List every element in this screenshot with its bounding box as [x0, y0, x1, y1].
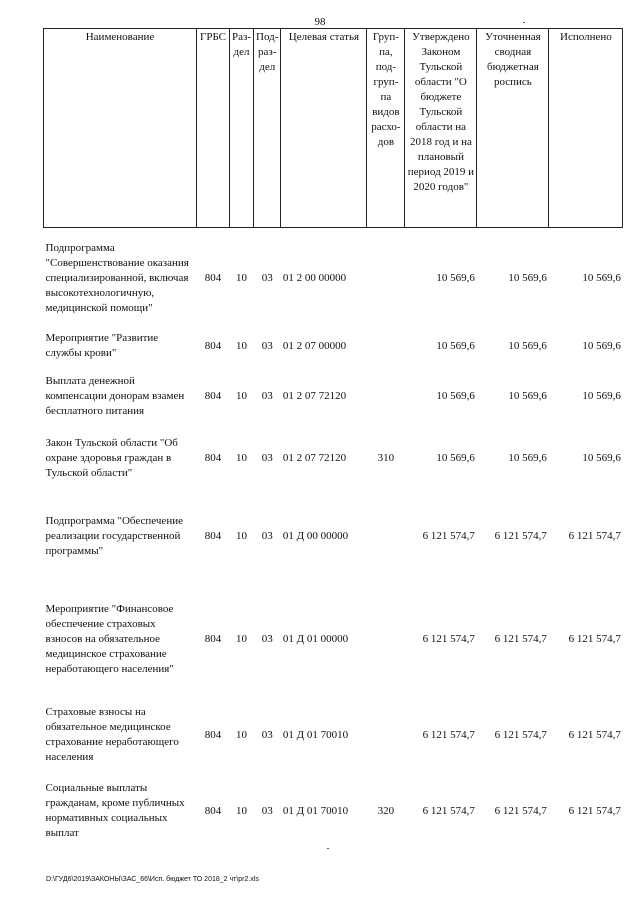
row-executed: 10 569,6: [582, 339, 621, 352]
header-refined: Уточненная сводная бюджетная роспись: [477, 29, 549, 228]
row-grbs: 804: [204, 271, 222, 284]
row-refined: 6 121 574,7: [494, 529, 547, 542]
row-name: Социальные выплаты гражданам, кроме публичных нормативных социальных выплат: [45, 782, 185, 839]
row-podrazdel: 03: [261, 529, 273, 542]
row-name: Подпрограмма "Совершенствование оказания специализированной, включая высокотехнологичную, медицинской помощи": [45, 241, 189, 314]
row-razdel: 10: [236, 632, 247, 645]
budget-table: [43, 28, 623, 846]
row-csr: 01 Д 01 70010: [282, 728, 349, 741]
row-refined: 10 569,6: [508, 451, 547, 464]
row-grbs: 804: [204, 728, 222, 741]
row-csr: 01 2 07 72120: [282, 451, 347, 464]
table-row: [44, 488, 623, 584]
row-vr: [367, 584, 405, 694]
row-razdel: 10: [236, 389, 247, 402]
page-number: 98: [314, 16, 326, 28]
row-razdel: 10: [236, 804, 247, 817]
row-name: Мероприятие "Финансовое обеспечение страховых взносов на обязательное медицинское страхование неработающего населения": [45, 602, 174, 675]
row-name: Закон Тульской области "Об охране здоровья граждан в Тульской области": [45, 436, 178, 479]
row-vr: 310: [377, 451, 395, 464]
row-approved: 6 121 574,7: [422, 529, 475, 542]
row-csr: 01 2 07 72120: [282, 389, 347, 402]
row-csr: 01 Д 01 00000: [282, 632, 349, 645]
row-podrazdel: 03: [261, 728, 273, 741]
row-approved: 6 121 574,7: [422, 632, 475, 645]
row-razdel: 10: [236, 728, 247, 741]
row-razdel: 10: [236, 529, 247, 542]
row-csr: 01 2 00 00000: [282, 271, 347, 284]
row-refined: 6 121 574,7: [494, 728, 547, 741]
row-razdel: 10: [236, 271, 247, 284]
row-approved: 6 121 574,7: [422, 728, 475, 741]
row-refined: 6 121 574,7: [494, 804, 547, 817]
row-vr: [367, 228, 405, 329]
row-approved: 10 569,6: [436, 451, 475, 464]
row-csr: 01 2 07 00000: [282, 339, 347, 352]
row-approved: 10 569,6: [436, 339, 475, 352]
row-csr: 01 Д 01 70010: [282, 804, 349, 817]
row-grbs: 804: [204, 389, 222, 402]
row-refined: 6 121 574,7: [494, 632, 547, 645]
row-podrazdel: 03: [261, 632, 273, 645]
row-podrazdel: 03: [261, 339, 273, 352]
row-name: Подпрограмма "Обеспечение реализации государственной программы": [45, 514, 183, 557]
row-grbs: 804: [204, 632, 222, 645]
row-razdel: 10: [236, 451, 247, 464]
table-row: [44, 364, 623, 428]
row-podrazdel: 03: [261, 804, 273, 817]
row-grbs: 804: [204, 451, 222, 464]
header-name: Наименование: [44, 29, 197, 228]
table-row: [44, 328, 623, 364]
row-approved: 10 569,6: [436, 389, 475, 402]
row-grbs: 804: [204, 804, 222, 817]
row-vr: [367, 488, 405, 584]
row-podrazdel: 03: [261, 389, 273, 402]
table-row: [44, 228, 623, 329]
row-name: Страховые взносы на обязательное медицинское страхование неработающего населения: [45, 706, 179, 763]
row-podrazdel: 03: [261, 451, 273, 464]
scan-speck: [327, 848, 329, 849]
row-approved: 10 569,6: [436, 271, 475, 284]
row-refined: 10 569,6: [508, 271, 547, 284]
row-razdel: 10: [236, 339, 247, 352]
table-row: [44, 694, 623, 776]
row-podrazdel: 03: [261, 271, 273, 284]
header-approved: Утверждено Законом Тульской области "О бюджете Тульской области на 2018 год и на плановый период 2019 и 2020 годов": [405, 29, 477, 228]
row-name: Выплата денежной компенсации донорам взамен бесплатного питания: [45, 374, 185, 417]
row-vr: 320: [377, 804, 395, 817]
row-executed: 6 121 574,7: [568, 632, 621, 645]
row-refined: 10 569,6: [508, 339, 547, 352]
row-executed: 6 121 574,7: [568, 728, 621, 741]
row-csr: 01 Д 00 00000: [282, 529, 349, 542]
row-vr: [367, 694, 405, 776]
row-vr: [367, 364, 405, 428]
header-vr: Груп-па, под-груп-па видов расхо-дов: [367, 29, 405, 228]
row-approved: 6 121 574,7: [422, 804, 475, 817]
header-podrazdel: Под-раз-дел: [254, 29, 281, 228]
row-grbs: 804: [204, 339, 222, 352]
scan-speck: [523, 22, 525, 23]
header-executed: Исполнено: [549, 29, 623, 228]
row-executed: 6 121 574,7: [568, 804, 621, 817]
table-row: [44, 584, 623, 694]
table-header-row: [44, 29, 623, 228]
row-grbs: 804: [204, 529, 222, 542]
header-razdel: Раз-дел: [230, 29, 254, 228]
row-executed: 10 569,6: [582, 451, 621, 464]
row-executed: 10 569,6: [582, 271, 621, 284]
row-executed: 10 569,6: [582, 389, 621, 402]
header-grbs: ГРБС: [197, 29, 230, 228]
header-csr: Целевая статья: [281, 29, 367, 228]
footer-file-path: D:\ГУД6\2019\ЗАКОНЫ\ЗАС_66\Исп. бюджет ТО 2018_2 чт\pr2.xls: [46, 876, 259, 883]
table-row: [44, 776, 623, 846]
row-name: Мероприятие "Развитие службы крови": [45, 332, 159, 359]
row-vr: [367, 328, 405, 364]
table-row: [44, 428, 623, 488]
row-executed: 6 121 574,7: [568, 529, 621, 542]
row-refined: 10 569,6: [508, 389, 547, 402]
